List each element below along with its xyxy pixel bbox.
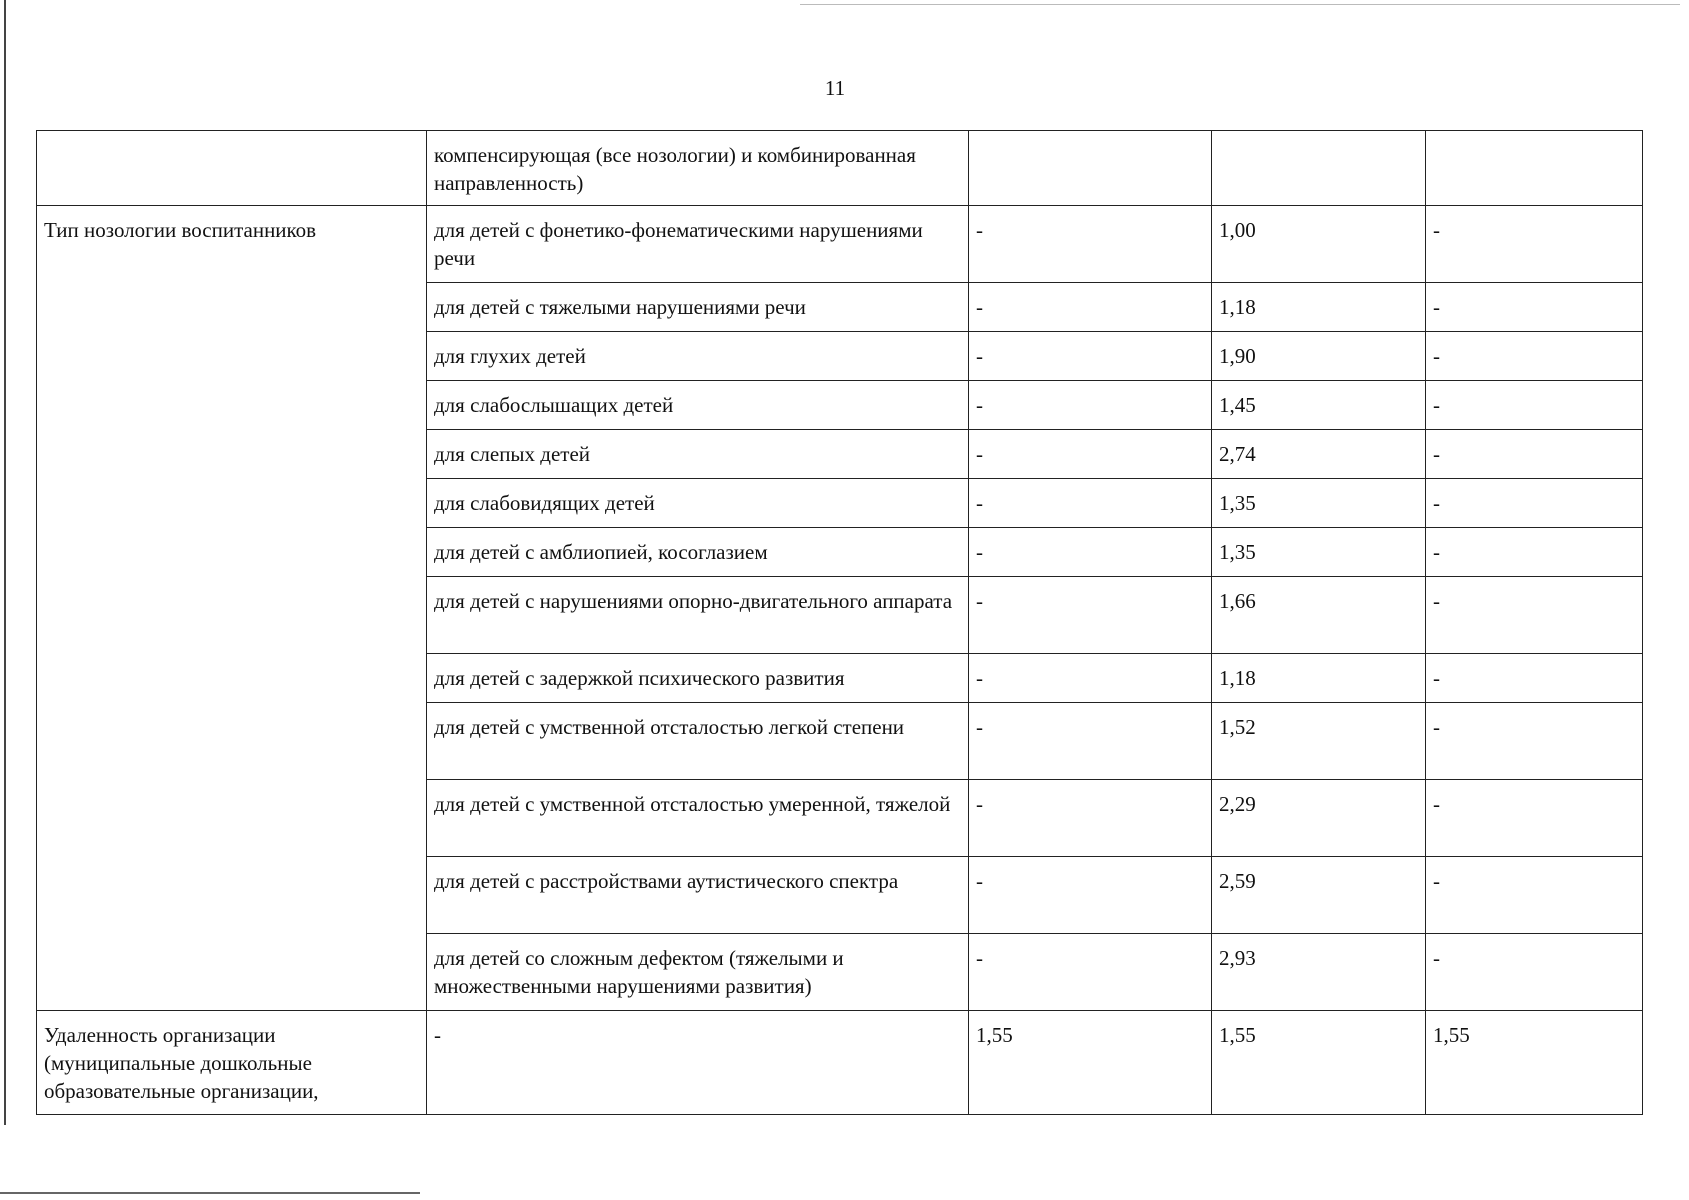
subcategory-cell: для детей с нарушениями опорно-двигательного аппарата — [427, 577, 969, 654]
value-cell: - — [969, 780, 1212, 857]
subcategory-cell: - — [427, 1011, 969, 1115]
value-cell: 1,35 — [1212, 528, 1426, 577]
value-cell: - — [1426, 934, 1643, 1011]
value-cell: - — [969, 206, 1212, 283]
value-cell: 1,00 — [1212, 206, 1426, 283]
value-cell: 1,66 — [1212, 577, 1426, 654]
value-cell — [1426, 131, 1643, 206]
subcategory-cell: для детей со сложным дефектом (тяжелыми и множественными нарушениями развития) — [427, 934, 969, 1011]
value-cell: 1,18 — [1212, 283, 1426, 332]
value-cell: 1,55 — [1426, 1011, 1643, 1115]
value-cell: - — [969, 332, 1212, 381]
value-cell: - — [1426, 703, 1643, 780]
subcategory-cell: для глухих детей — [427, 332, 969, 381]
value-cell: - — [1426, 479, 1643, 528]
subcategory-cell: для слепых детей — [427, 430, 969, 479]
value-cell: - — [969, 381, 1212, 430]
value-cell: - — [969, 430, 1212, 479]
table-row — [37, 131, 1643, 206]
nosology-category-cell: Тип нозологии воспитанников — [37, 206, 427, 1011]
value-cell: 1,55 — [1212, 1011, 1426, 1115]
value-cell: - — [1426, 430, 1643, 479]
value-cell: - — [1426, 654, 1643, 703]
value-cell: - — [1426, 577, 1643, 654]
table-row — [37, 206, 1643, 283]
scan-edge-left — [4, 0, 6, 1125]
subcategory-cell: компенсирующая (все нозологии) и комбинированная направленность) — [427, 131, 969, 206]
value-cell — [1212, 131, 1426, 206]
value-cell: - — [1426, 528, 1643, 577]
value-cell: - — [969, 703, 1212, 780]
category-cell — [37, 131, 427, 206]
subcategory-cell: для детей с умственной отсталостью легкой степени — [427, 703, 969, 780]
value-cell: - — [969, 577, 1212, 654]
value-cell: - — [1426, 283, 1643, 332]
value-cell: - — [1426, 857, 1643, 934]
subcategory-cell: для слабослышащих детей — [427, 381, 969, 430]
value-cell: 2,59 — [1212, 857, 1426, 934]
scan-edge-bottom — [0, 1192, 420, 1194]
subcategory-cell: для детей с фонетико-фонематическими нарушениями речи — [427, 206, 969, 283]
value-cell: - — [969, 528, 1212, 577]
page-number: 11 — [824, 76, 846, 100]
value-cell: - — [1426, 332, 1643, 381]
value-cell: - — [969, 857, 1212, 934]
value-cell: 2,74 — [1212, 430, 1426, 479]
value-cell: 1,45 — [1212, 381, 1426, 430]
subcategory-cell: для слабовидящих детей — [427, 479, 969, 528]
value-cell: 2,93 — [1212, 934, 1426, 1011]
subcategory-cell: для детей с амблиопией, косоглазием — [427, 528, 969, 577]
value-cell: 1,35 — [1212, 479, 1426, 528]
value-cell: - — [1426, 206, 1643, 283]
value-cell: - — [1426, 780, 1643, 857]
coefficients-table — [36, 130, 1643, 1115]
subcategory-cell: для детей с умственной отсталостью умеренной, тяжелой — [427, 780, 969, 857]
value-cell — [969, 131, 1212, 206]
value-cell: 1,18 — [1212, 654, 1426, 703]
scan-edge-top — [800, 4, 1680, 5]
value-cell: - — [1426, 381, 1643, 430]
value-cell: 1,52 — [1212, 703, 1426, 780]
subcategory-cell: для детей с тяжелыми нарушениями речи — [427, 283, 969, 332]
value-cell: - — [969, 934, 1212, 1011]
value-cell: 1,55 — [969, 1011, 1212, 1115]
subcategory-cell: для детей с расстройствами аутистического спектра — [427, 857, 969, 934]
value-cell: - — [969, 479, 1212, 528]
subcategory-cell: для детей с задержкой психического развития — [427, 654, 969, 703]
value-cell: 1,90 — [1212, 332, 1426, 381]
category-cell: Удаленность организации (муниципальные дошкольные образовательные организации, — [37, 1011, 427, 1115]
value-cell: 2,29 — [1212, 780, 1426, 857]
value-cell: - — [969, 283, 1212, 332]
value-cell: - — [969, 654, 1212, 703]
table-row — [37, 1011, 1643, 1115]
